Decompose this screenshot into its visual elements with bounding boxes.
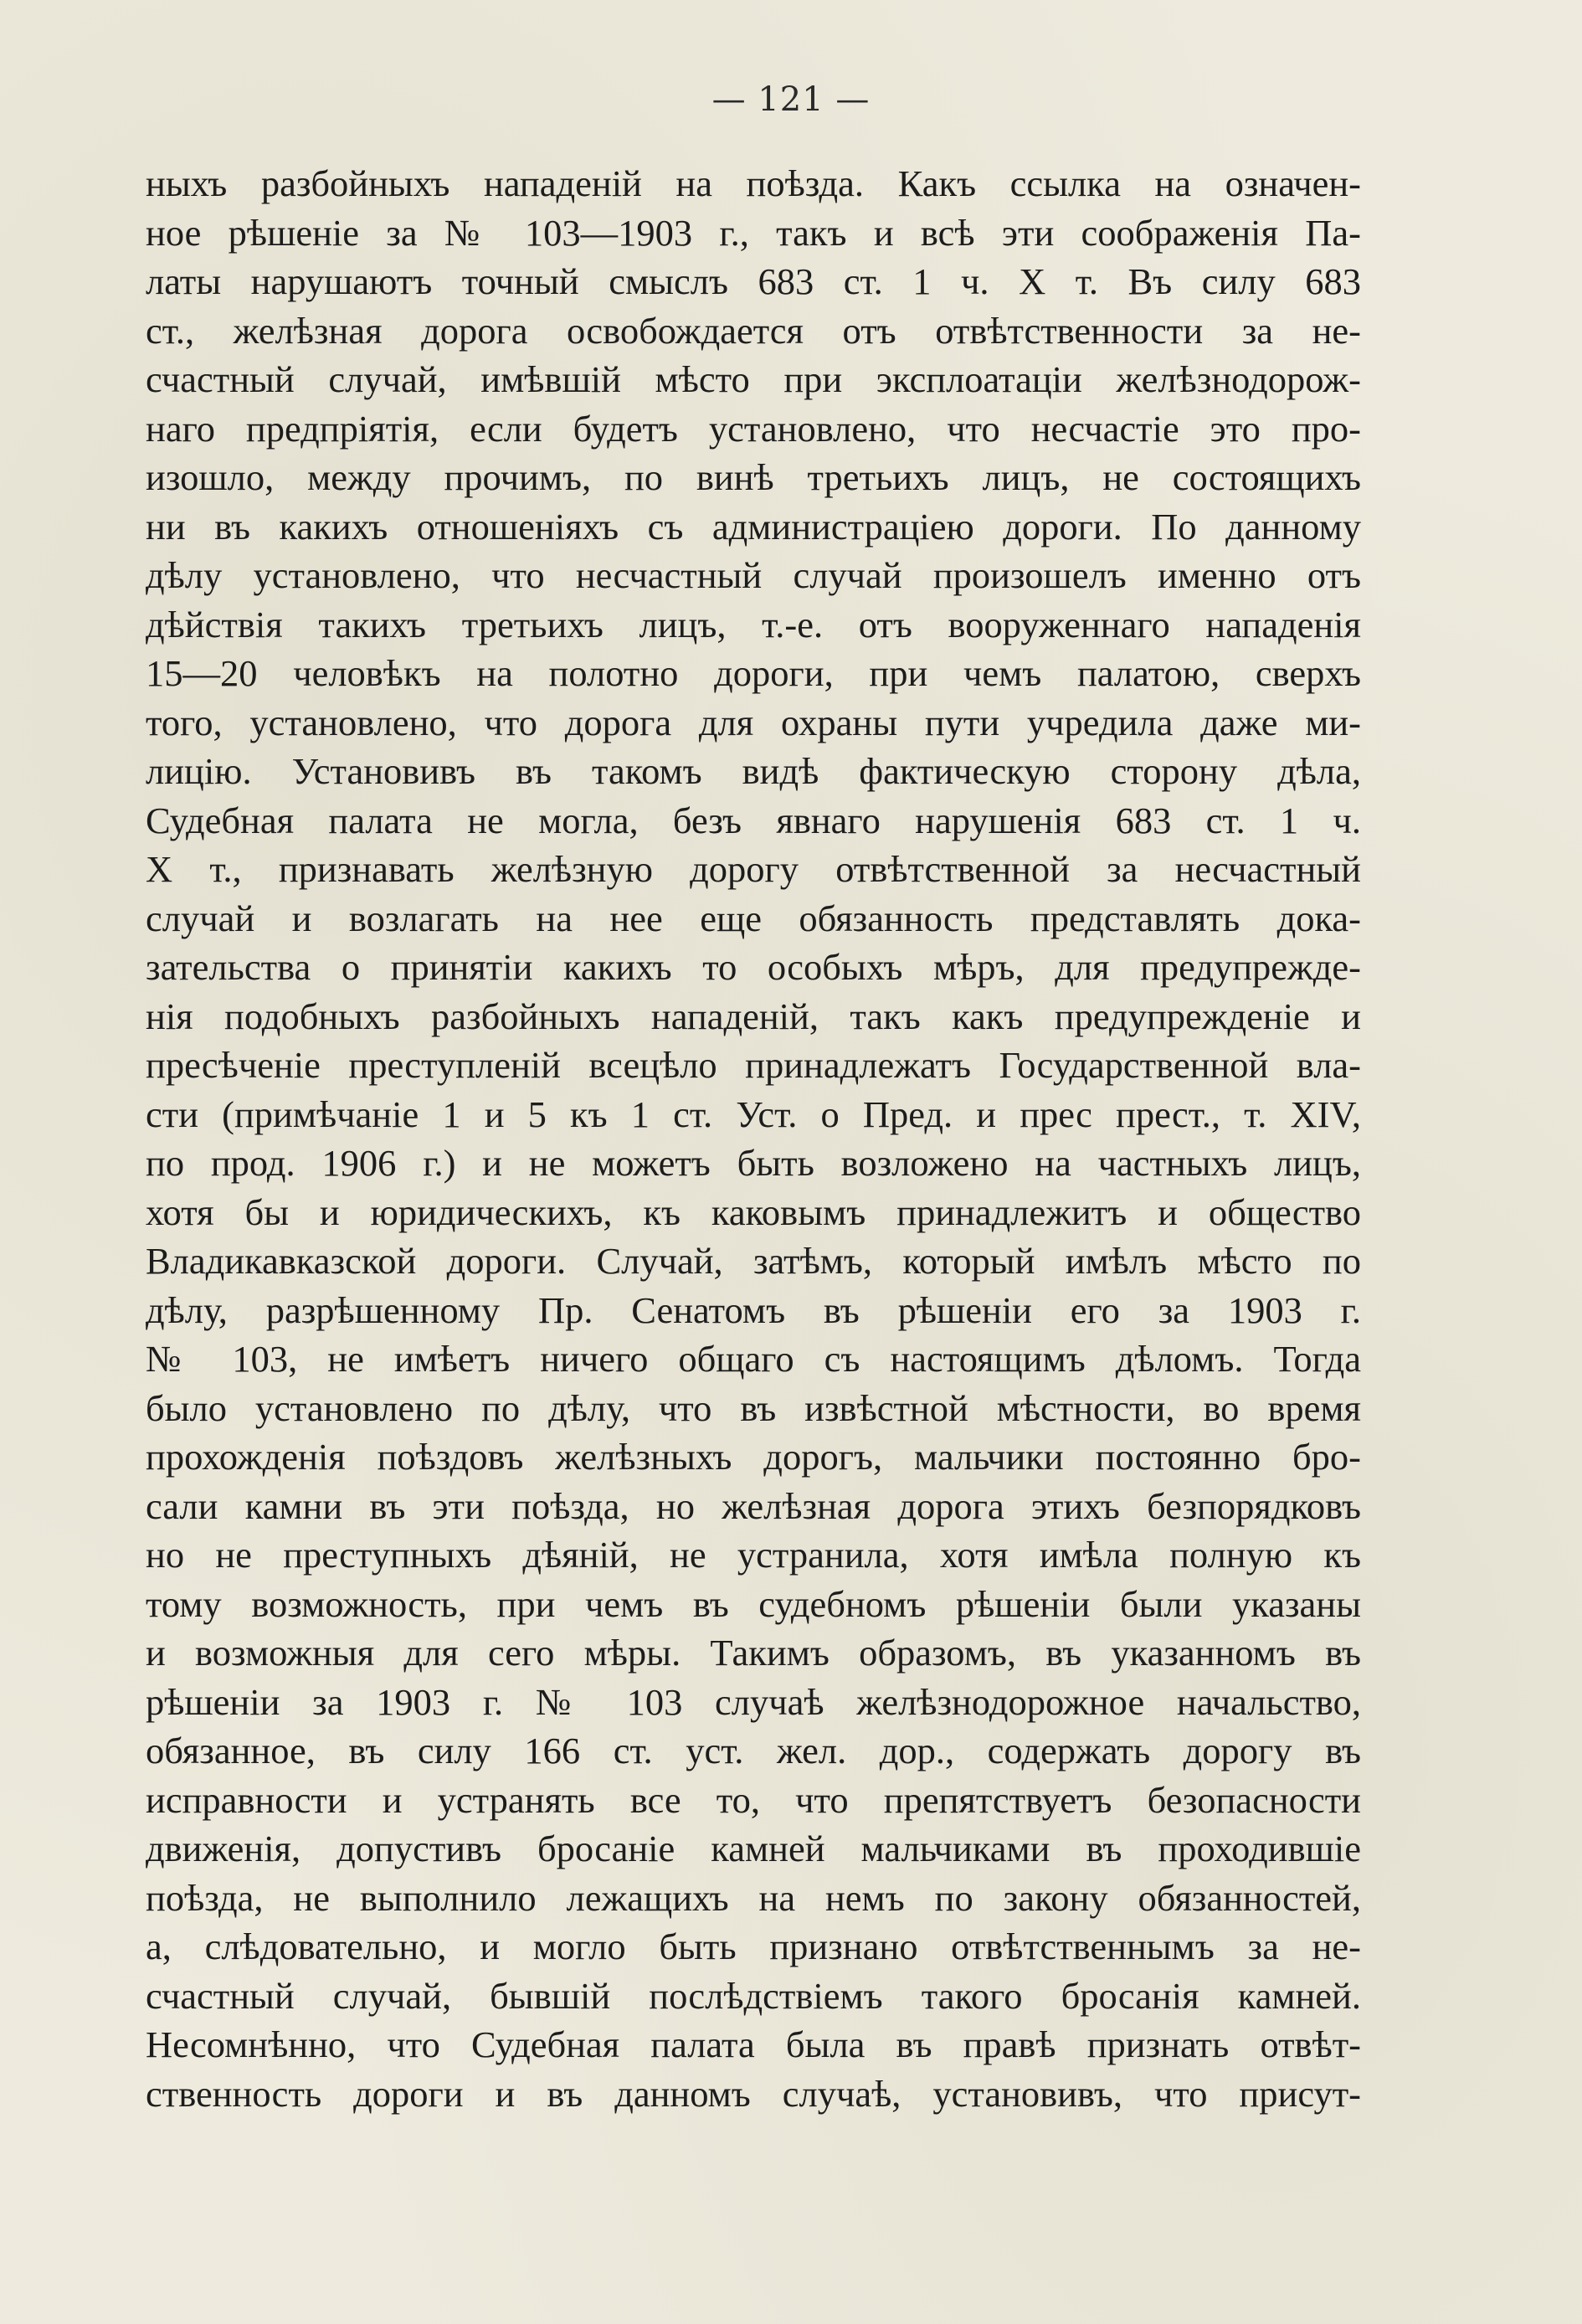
text-line: изошло, между прочимъ, по винѣ третьихъ лицъ, не состоящихъ [146,456,1361,498]
text-line: было установлено по дѣлу, что въ извѣстной мѣстности, во время [146,1386,1361,1429]
text-line: латы нарушаютъ точный смыслъ 683 ст. 1 ч. X т. Въ силу 683 [146,260,1361,302]
text-line: поѣзда, не выполнило лежащихъ на немъ по закону обязанностей, [146,1876,1361,1919]
text-line: лицію. Установивъ въ такомъ видѣ фактическую сторону дѣла, [146,750,1361,792]
text-line: X т., признавать желѣзную дорогу отвѣтственной за несчастный [146,848,1361,890]
text-line: исправности и устранять все то, что препятствуетъ безопасности [146,1778,1361,1821]
text-line: того, установлено, что дорога для охраны пути учредила даже ми- [146,701,1361,743]
text-line: наго предпріятія, если будетъ установлено, что несчастіе это про- [146,407,1361,450]
text-line: тому возможность, при чемъ въ судебномъ рѣшеніи были указаны [146,1582,1361,1625]
text-line: случай и возлагать на нее еще обязанность представлять дока- [146,897,1361,939]
text-line: а, слѣдовательно, и могло быть признано отвѣтственнымъ за не- [146,1926,1361,1967]
text-line: дѣлу, разрѣшенному Пр. Сенатомъ въ рѣшеніи его за 1903 г. [146,1288,1361,1331]
text-line: счастный случай, бывшій послѣдствіемъ такого бросанія камней. [146,1974,1361,2017]
text-line: прохожденія поѣздовъ желѣзныхъ дорогъ, мальчики постоянно бро- [146,1436,1361,1478]
text-line: пресѣченіе преступленій всецѣло принадлежатъ Государственной вла- [146,1044,1361,1086]
text-line: рѣшеніи за 1903 г. № 103 случаѣ желѣзнодорожное начальство, [146,1680,1361,1723]
text-line: ственность дороги и въ данномъ случаѣ, установивъ, что присут- [146,2072,1361,2115]
text-line: дѣйствія такихъ третьихъ лицъ, т.-е. отъ вооруженнаго нападенія [146,603,1361,645]
text-line: № 103, не имѣетъ ничего общаго съ настоящимъ дѣломъ. Тогда [146,1338,1361,1380]
page-number: — 121 — [711,80,871,119]
text-line: счастный случай, имѣвшій мѣсто при эксплоатаціи желѣзнодорож- [146,358,1361,400]
text-line: сали камни въ эти поѣзда, но желѣзная дорога этихъ безпорядковъ [146,1484,1361,1527]
text-line: зательства о принятіи какихъ то особыхъ мѣръ, для предупрежде- [146,946,1361,988]
text-line: дѣлу установлено, что несчастный случай произошелъ именно отъ [146,554,1361,596]
text-line: обязанное, въ силу 166 ст. уст. жел. дор., содержать дорогу въ [146,1730,1361,1771]
text-line: сти (примѣчаніе 1 и 5 къ 1 ст. Уст. о Пред. и прес прест., т. XIV, [146,1093,1361,1135]
text-line: но не преступныхъ дѣяній, не устранила, хотя имѣла полную къ [146,1534,1361,1576]
text-line: Несомнѣнно, что Судебная палата была въ правѣ признать отвѣт- [146,2023,1361,2065]
text-line: хотя бы и юридическихъ, къ каковымъ принадлежитъ и общество [146,1190,1361,1233]
body-text [146,159,1361,2118]
text-line: Судебная палата не могла, безъ явнаго нарушенія 683 ст. 1 ч. [146,799,1361,841]
text-line: движенія, допустивъ бросаніе камней мальчиками въ проходившіе [146,1828,1361,1869]
text-line: нія подобныхъ разбойныхъ нападеній, такъ какъ предупрежденіе и [146,995,1361,1037]
text-line: ст., желѣзная дорога освобождается отъ отвѣтственности за не- [146,309,1361,352]
text-line: ныхъ разбойныхъ нападеній на поѣзда. Какъ ссылка на означен- [146,162,1361,204]
text-line: ное рѣшеніе за № 103—1903 г., такъ и всѣ эти соображенія Па- [146,211,1361,254]
text-line: по прод. 1906 г.) и не можетъ быть возложено на частныхъ лицъ, [146,1142,1361,1184]
text-line: ни въ какихъ отношеніяхъ съ администраціею дороги. По данному [146,505,1361,548]
text-line: 15—20 человѣкъ на полотно дороги, при чемъ палатою, сверхъ [146,652,1361,694]
text-line: Владикавказской дороги. Случай, затѣмъ, который имѣлъ мѣсто по [146,1240,1361,1282]
text-line: и возможныя для сего мѣры. Такимъ образомъ, въ указанномъ въ [146,1632,1361,1674]
